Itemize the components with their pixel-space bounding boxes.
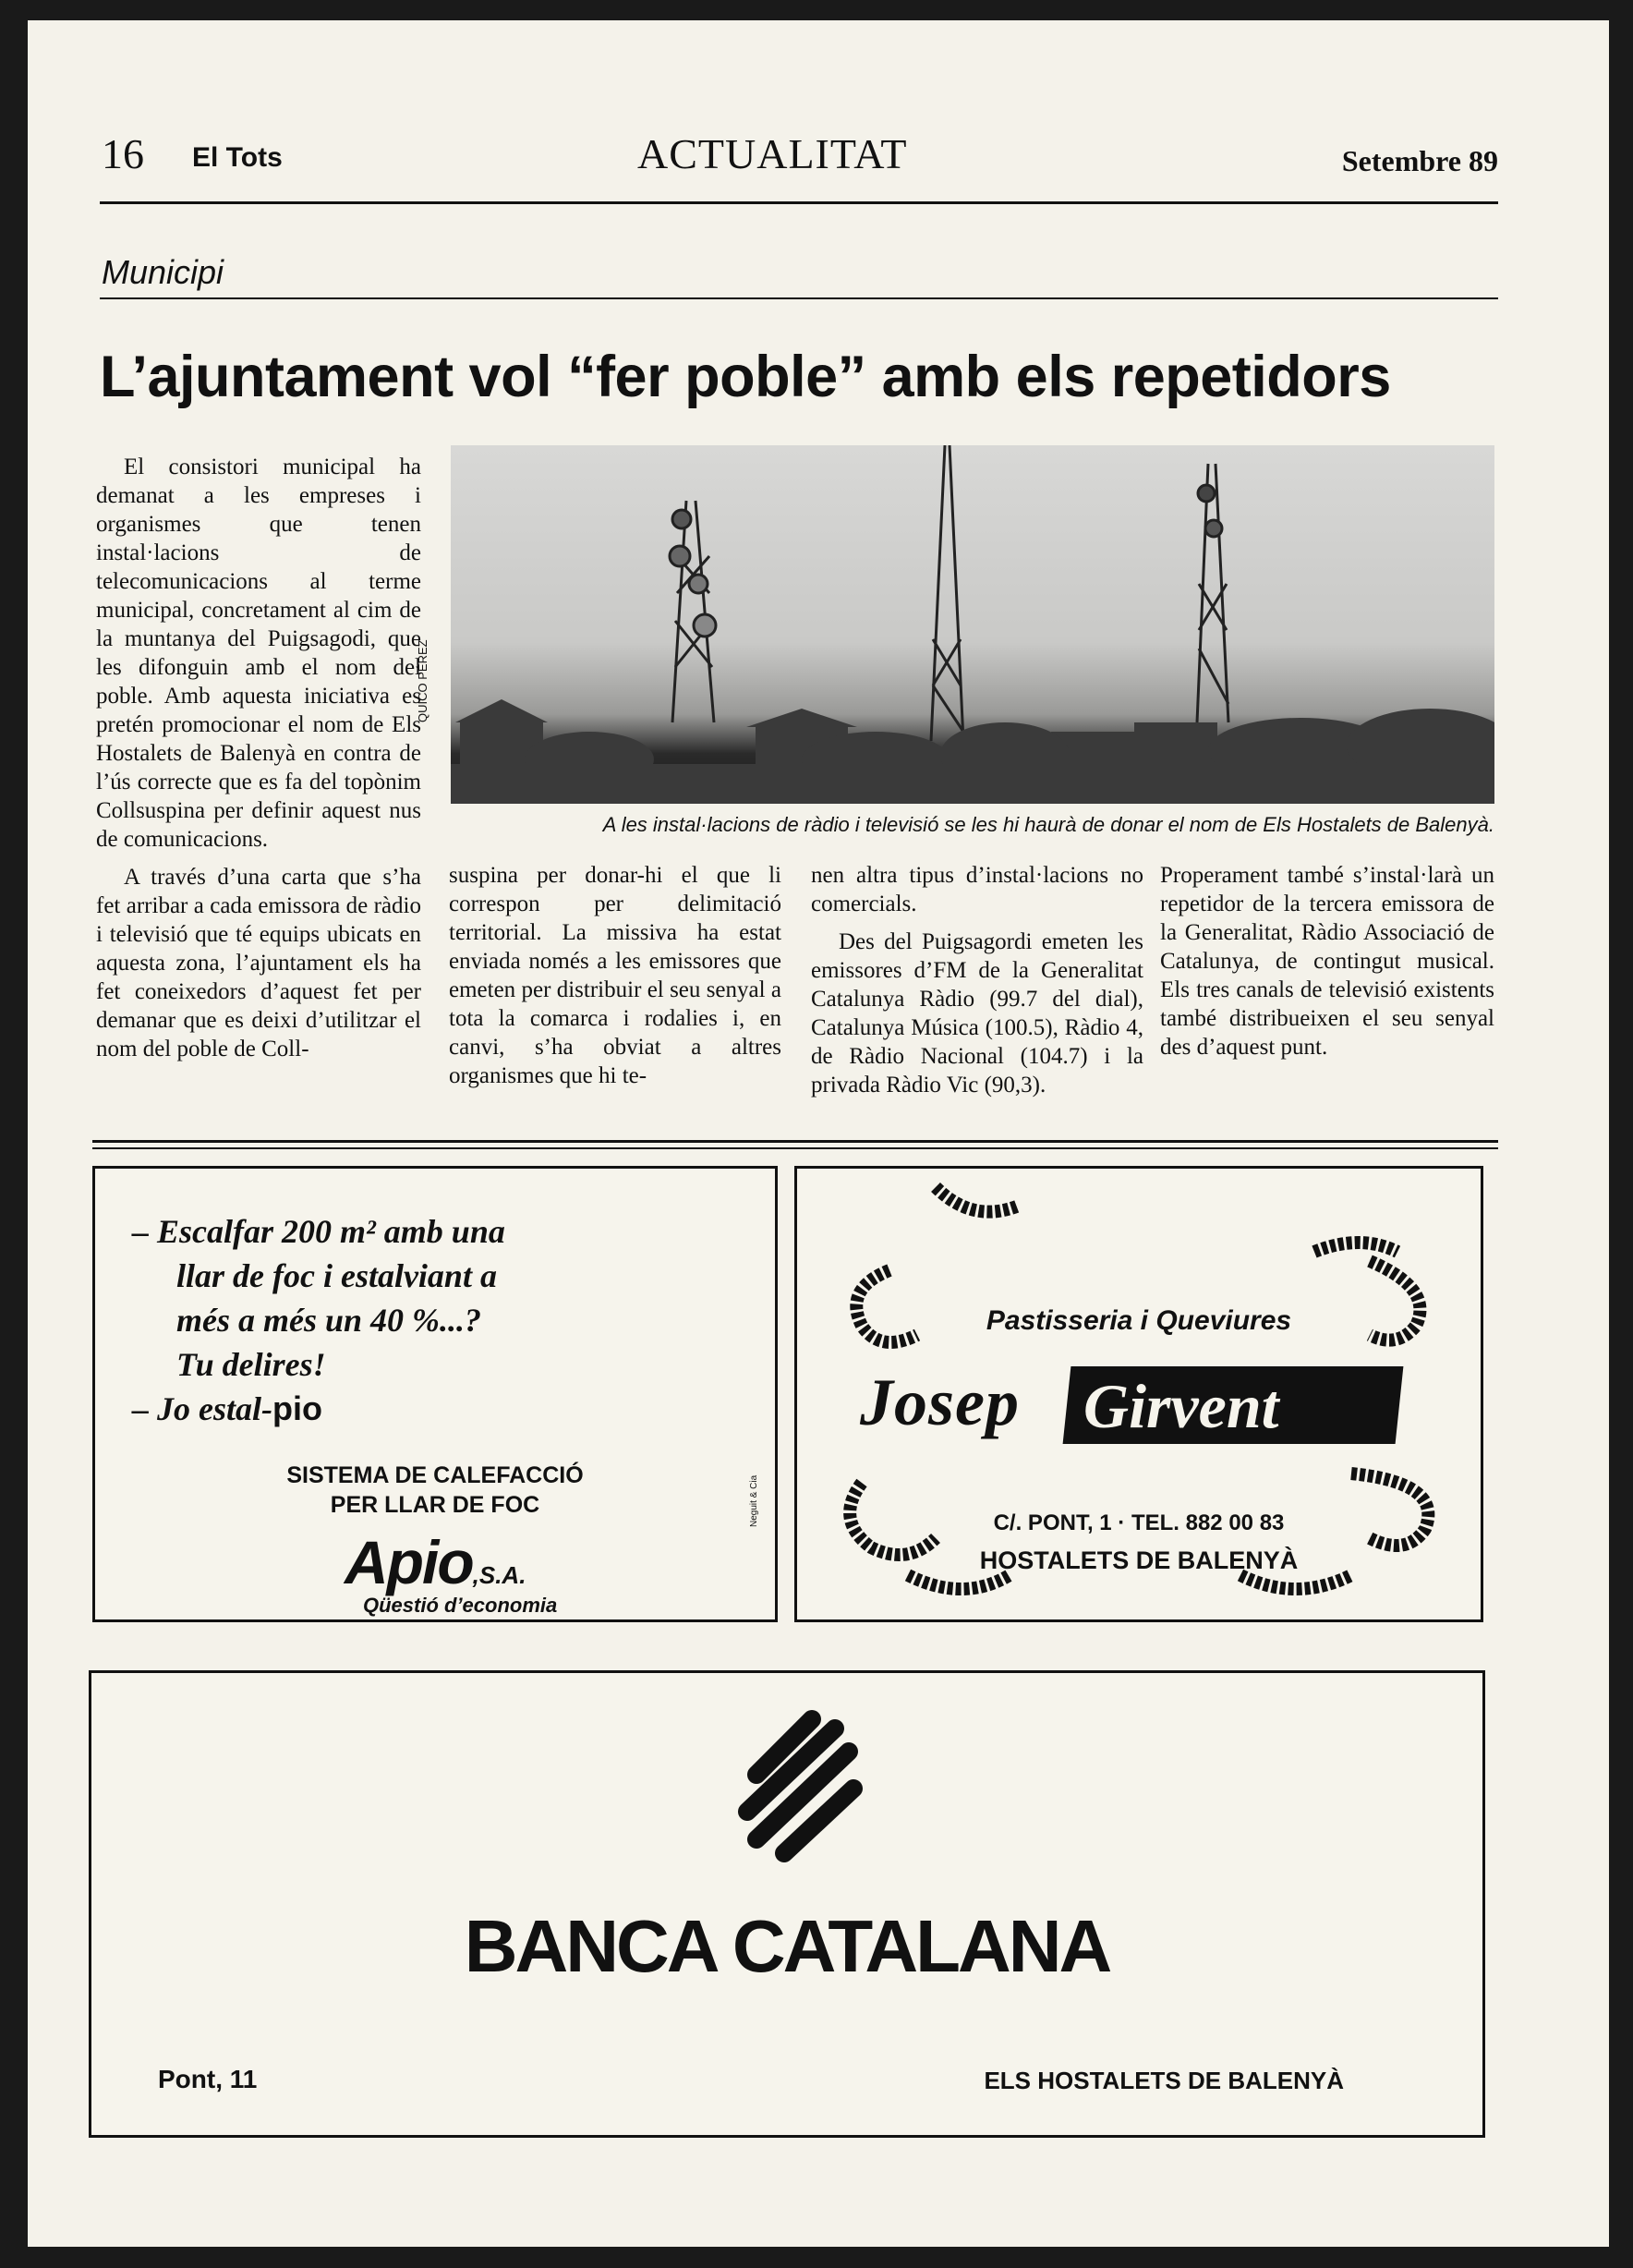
issue-date: Setembre 89 [1341, 144, 1498, 177]
ad-slogan [132, 1209, 505, 1431]
article-paragraph: Properament també s’instal·larà un repetidor de la tercera emissora de la Generalitat, Ràdio Associació de Catalunya, de contingut musical. Els tres canals de televisió existents també distribueixen el seu senyal des d’aquest punt. [1160, 863, 1494, 1060]
slogan-prefix: – Jo estal- [132, 1390, 272, 1427]
slogan-brand: pio [272, 1389, 322, 1427]
bank-address: Pont, 11 [158, 2065, 258, 2093]
bank-logo-icon [729, 1710, 867, 1867]
antenna-photo [451, 445, 1494, 804]
address-city: HOSTALETS DE BALENYÀ [979, 1546, 1299, 1574]
slogan-line: llar de foc i estalviant a [176, 1257, 497, 1294]
article-paragraph: A través d’una carta que s’ha fet arribar a cada emissora de ràdio i televisió que té equips ubicats en aquesta zona, l’ajuntament els ha fet coneixedors d’aquest fet per demanar que es deixi d’utilitzar el nom del poble de Coll- [96, 865, 421, 1061]
bank-town: ELS HOSTALETS DE BALENYÀ [984, 2067, 1344, 2094]
tower-left [670, 501, 716, 722]
design-credit: Neguit & Cia [749, 1474, 759, 1527]
article-paragraph: El consistori municipal ha demanat a les empreses i organismes que tenen instal·lacions de telecomunicacions al terme municipal, concretament al cim de la muntanya del Puigsagodi, que les difonguin amb el nom del poble. Amb aquesta iniciativa es pretén promocionar el nom de Els Hostalets de Balenyà en contra de l’ús correcte que es fa del topònim Collsuspina per definir aquest nus de comunicacions. [96, 455, 421, 852]
address-line: C/. PONT, 1 · TEL. 882 00 83 [993, 1510, 1285, 1535]
article-column-3 [811, 861, 1143, 1099]
slogan-line [132, 1387, 505, 1431]
article-paragraph: nen altra tipus d’instal·lacions no comercials. [811, 863, 1143, 916]
newspaper-page [28, 20, 1609, 2247]
article-paragraph: Des del Puigsagordi emeten les emissores d’FM de la Generalitat Catalunya Ràdio (99.7 del dial), Catalunya Música (100.5), Ràdio 4, de Ràdio Nacional (104.7) i la privada Ràdio Vic (90,3). [811, 929, 1143, 1098]
logo-suffix: ,S.A. [472, 1561, 526, 1589]
description-line: SISTEMA DE CALEFACCIÓ [286, 1462, 584, 1488]
owner-surname: Girvent [1083, 1371, 1279, 1441]
slogan-line: més a més un 40 %...? [176, 1302, 482, 1339]
photo-credit: QUICO PÉREZ [416, 639, 429, 722]
ad-banca-catalana [89, 1670, 1485, 2138]
photo-illustration [451, 445, 1494, 804]
article-paragraph: suspina per donar-hi el que li correspon per delimitació territorial. La missiva ha estat enviada només a les emissores que emeten per distribuir el seu senyal a tota la comarca i rodalies i, en canvi, s’ha obviat a altres organismes que hi te- [449, 863, 781, 1088]
ad-girvent [794, 1166, 1483, 1622]
kicker-rule [100, 297, 1498, 299]
slogan-line: Tu delires! [176, 1346, 326, 1383]
article-kicker: Municipi [102, 253, 224, 291]
ad-address [797, 1505, 1481, 1579]
ad-tagline: Qüestió d’economia [363, 1594, 558, 1617]
slogan-line: – Escalfar 200 m² amb una [132, 1213, 505, 1250]
logo-name: Apio [345, 1528, 473, 1596]
apio-logo [345, 1527, 526, 1597]
tower-right [1197, 464, 1228, 722]
article-column-4 [1160, 861, 1494, 1061]
article-column-1 [96, 453, 421, 1063]
bank-name: BANCA CATALANA [464, 1905, 1110, 1987]
publication-name: El Tots [192, 142, 283, 173]
photo-caption: A les instal·lacions de ràdio i televisió se les hi haurà de donar el nom de Els Hostalets de Balenyà. [602, 813, 1494, 836]
ad-apio [92, 1166, 778, 1622]
section-divider [92, 1140, 1498, 1143]
section-title: ACTUALITAT [637, 130, 908, 177]
article-headline: L’ajuntament vol “fer poble” amb els repetidors [100, 345, 1391, 409]
header-rule [100, 201, 1498, 204]
tower-middle [931, 445, 963, 741]
description-line: PER LLAR DE FOC [330, 1492, 540, 1518]
section-divider [92, 1147, 1498, 1149]
owner-first-name: Josep [860, 1365, 1020, 1439]
treeline [451, 699, 1494, 804]
article-column-2 [449, 861, 781, 1090]
ad-product-description [95, 1461, 775, 1520]
ad-business-type: Pastisseria i Queviures [986, 1305, 1292, 1336]
page-number: 16 [102, 130, 144, 177]
